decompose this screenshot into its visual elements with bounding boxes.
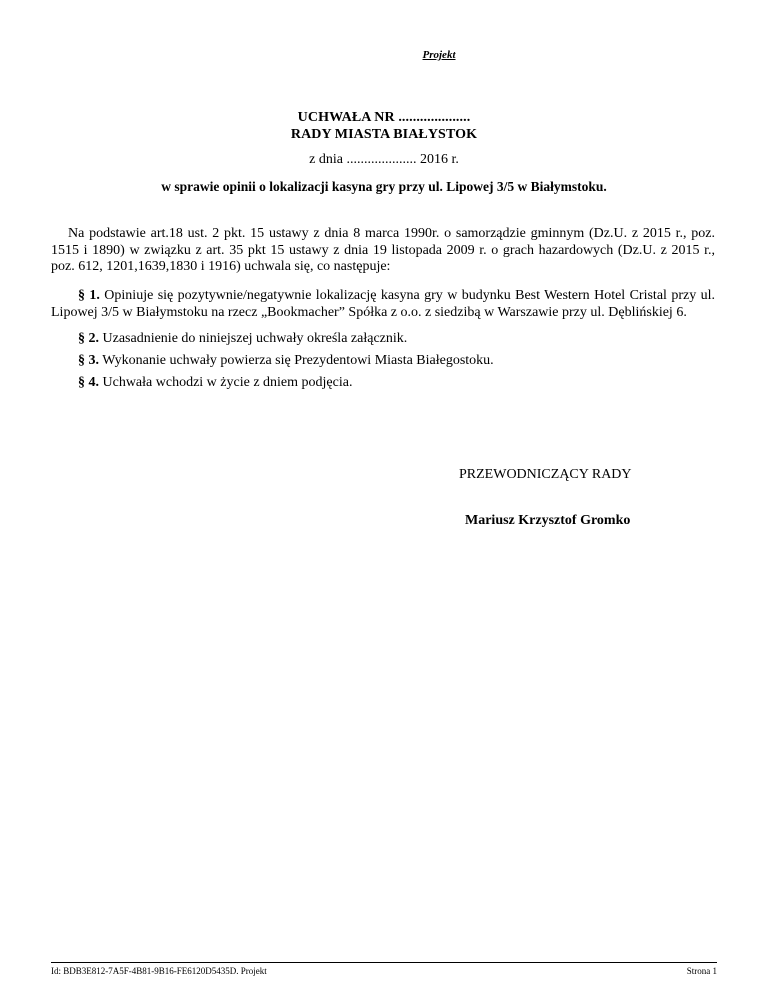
section-1-mark: § 1.: [78, 288, 100, 303]
resolution-date: z dnia .................... 2016 r.: [309, 152, 459, 167]
chairman-title: PRZEWODNICZĄCY RADY: [459, 467, 632, 482]
section-2-text: Uzasadnienie do niniejszej uchwały określa załącznik.: [99, 331, 408, 346]
section-2-paragraph: [78, 331, 407, 348]
council-name-title: RADY MIASTA BIAŁYSTOK: [290, 127, 478, 142]
section-3-paragraph: [78, 353, 494, 370]
section-4-paragraph: [78, 375, 352, 392]
page-number: Strona 1: [686, 966, 717, 976]
section-1-text: Opiniuje się pozytywnie/negatywnie lokalizację kasyna gry w budynku Best Western Hotel Cristal przy ul. Lipowej 3/5 w Białymstoku na rzecz „Bookmacher” Spółka z o.o. z siedzibą w Warszawie przy ul. Dęblińskiej 6.: [51, 288, 715, 320]
section-3-mark: § 3.: [78, 353, 99, 368]
section-1-paragraph: [51, 288, 715, 321]
section-3-text: Wykonanie uchwały powierza się Prezydentowi Miasta Białegostoku.: [99, 353, 494, 368]
section-2-mark: § 2.: [78, 331, 99, 346]
section-4-mark: § 4.: [78, 375, 99, 390]
legal-basis-paragraph: Na podstawie art.18 ust. 2 pkt. 15 ustawy z dnia 8 marca 1990r. o samorządzie gminnym (Dz.U. z 2015 r., poz. 1515 i 1890) w związku z art. 35 pkt 15 ustawy z dnia 19 listopada 2009 r. o grach hazardowych (Dz.U. z 2015 r., poz. 612, 1201,1639,1830 i 1916) uchwala się, co następuje:: [51, 226, 715, 274]
resolution-number-title: UCHWAŁA NR ....................: [297, 110, 471, 125]
resolution-subject: w sprawie opinii o lokalizacji kasyna gry przy ul. Lipowej 3/5 w Białymstoku.: [161, 179, 607, 194]
section-4-text: Uchwała wchodzi w życie z dniem podjęcia.: [99, 375, 353, 390]
document-id: Id: BDB3E812-7A5F-4B81-9B16-FE6120D5435D. Projekt: [51, 966, 267, 976]
chairman-name: Mariusz Krzysztof Gromko: [465, 513, 631, 528]
footer-divider: [51, 962, 717, 963]
projekt-label: Projekt: [422, 49, 456, 61]
